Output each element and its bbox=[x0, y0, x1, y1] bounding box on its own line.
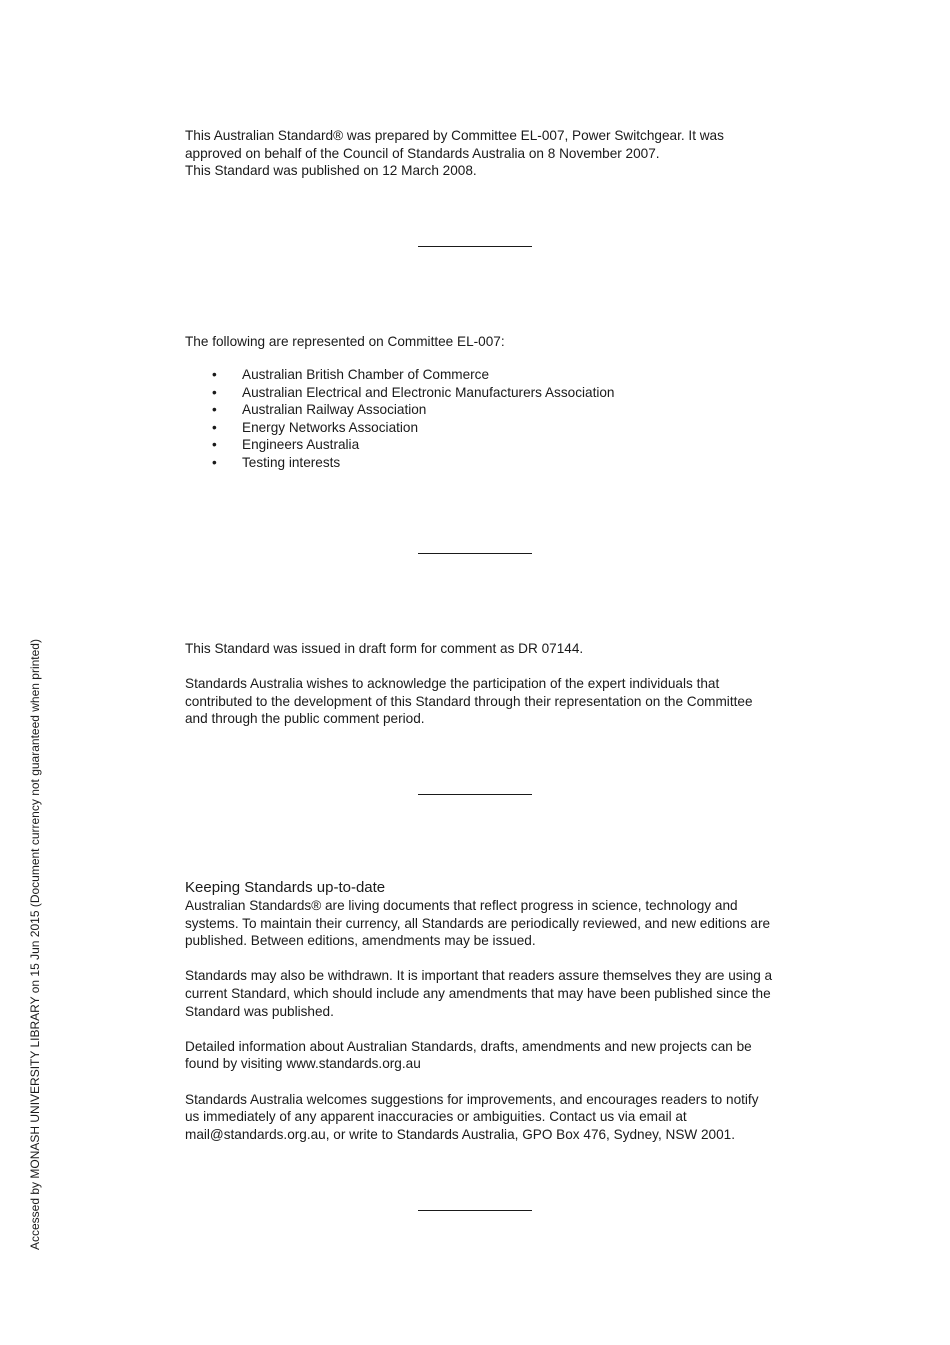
member-name: Australian Electrical and Electronic Manufacturers Association bbox=[242, 384, 615, 400]
committee-intro bbox=[185, 333, 775, 351]
preparation-line-1: This Australian Standard® was prepared by Committee EL-007, Power Switchgear. It was bbox=[185, 128, 724, 143]
committee-intro-text: The following are represented on Committee EL-007: bbox=[185, 334, 505, 349]
list-item bbox=[185, 419, 615, 437]
section-divider bbox=[418, 246, 532, 247]
paragraph: Detailed information about Australian Standards, drafts, amendments and new projects can be found by visiting www.standards.org.au bbox=[185, 1038, 752, 1072]
list-item bbox=[185, 454, 615, 472]
member-name: Australian Railway Association bbox=[242, 402, 427, 418]
bullet-icon: • bbox=[212, 454, 217, 470]
acknowledgement-text: Standards Australia wishes to acknowledge the participation of the expert individuals that contributed to the development of this Standard through their representation on the Committee and through the public comment period. bbox=[185, 676, 753, 727]
bullet-icon: • bbox=[212, 384, 217, 400]
bullet-icon: • bbox=[212, 367, 217, 382]
draft-issued-text: This Standard was issued in draft form for comment as DR 07144. bbox=[185, 641, 584, 656]
paragraph: Australian Standards® are living documents that reflect progress in science, technology and systems. To maintain their currency, all Standards are periodically reviewed, and new editions are published. Between editions, amendments may be issued. bbox=[185, 898, 771, 949]
paragraph: Standards may also be withdrawn. It is important that readers assure themselves they are using a current Standard, which should include any amendments that may have been published since the Standard was published. bbox=[185, 968, 773, 1019]
bullet-icon: • bbox=[212, 437, 217, 453]
bullet-icon: • bbox=[212, 402, 217, 418]
preparation-line-3: This Standard was published on 12 March 2008. bbox=[185, 163, 477, 179]
paragraph: Standards Australia welcomes suggestions for improvements, and encourages readers to notify us immediately of any apparent inaccuracies or ambiguities. Contact us via email at mail@standards.org.au, or write to Standards Australia, GPO Box 476, Sydney, NSW 2001. bbox=[185, 1091, 759, 1142]
list-item bbox=[185, 366, 615, 384]
access-watermark: Accessed by MONASH UNIVERSITY LIBRARY on 15 Jun 2015 (Document currency not guaranteed when printed) bbox=[28, 639, 42, 1250]
section-heading: Keeping Standards up-to-date bbox=[185, 879, 386, 896]
preparation-note bbox=[185, 127, 775, 180]
section-divider bbox=[418, 794, 532, 795]
section-divider bbox=[418, 553, 532, 554]
member-name: Testing interests bbox=[242, 454, 341, 470]
bullet-icon: • bbox=[212, 419, 217, 435]
member-name: Energy Networks Association bbox=[242, 419, 419, 435]
draft-section bbox=[185, 640, 775, 728]
list-item bbox=[185, 401, 615, 419]
section-divider bbox=[418, 1210, 532, 1211]
list-item bbox=[185, 436, 615, 454]
list-item bbox=[185, 384, 615, 402]
member-name: Australian British Chamber of Commerce bbox=[242, 367, 490, 382]
committee-member-list bbox=[185, 366, 615, 472]
member-name: Engineers Australia bbox=[242, 437, 360, 453]
preparation-line-2: approved on behalf of the Council of Standards Australia on 8 November 2007. bbox=[185, 145, 660, 161]
keeping-standards-section bbox=[185, 879, 775, 1143]
